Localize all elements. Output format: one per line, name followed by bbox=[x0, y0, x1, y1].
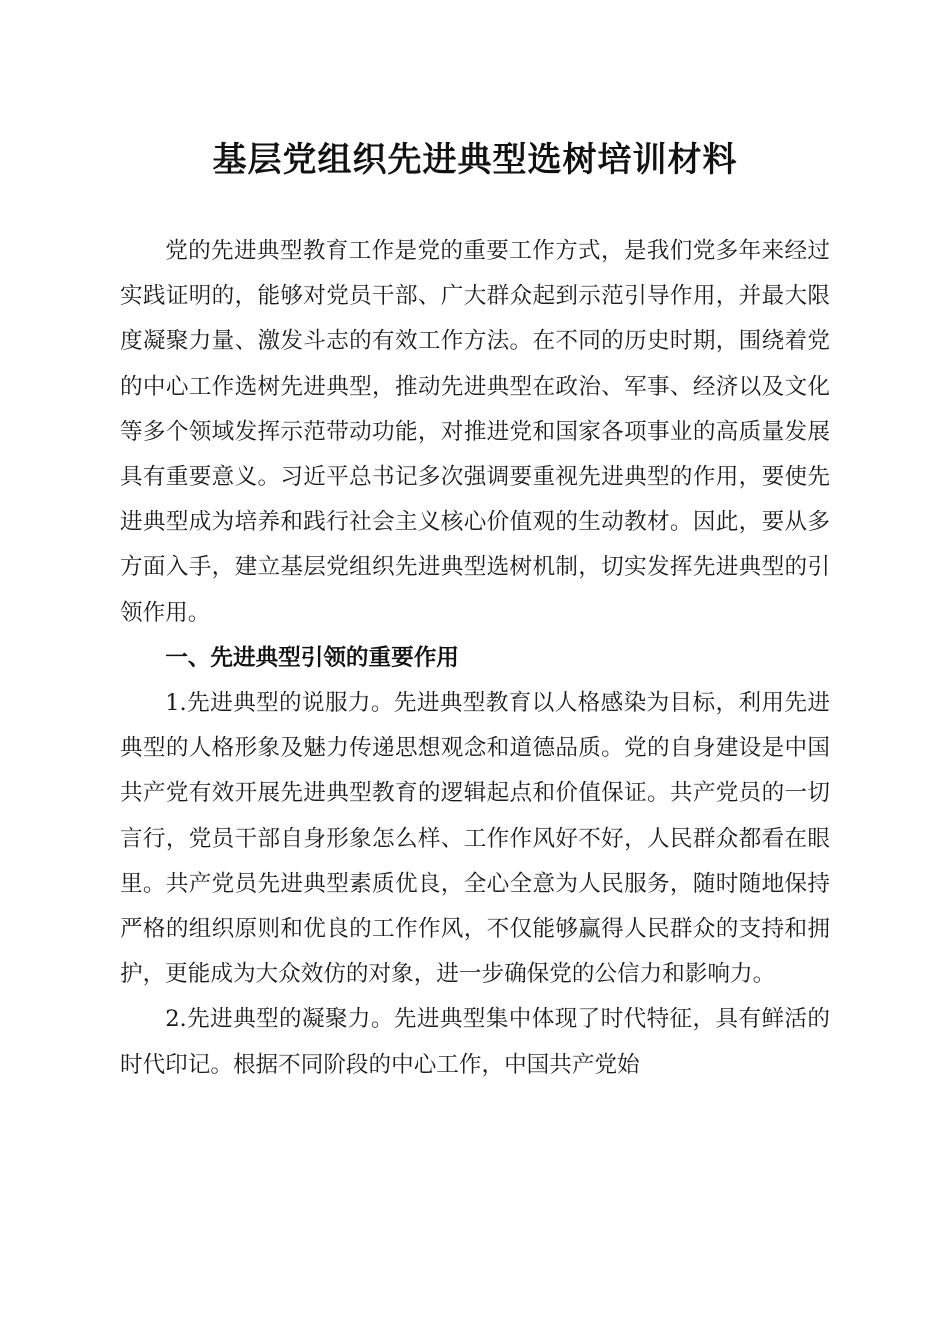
paragraph-persuasiveness: 1.先进典型的说服力。先进典型教育以人格感染为目标，利用先进典型的人格形象及魅力传递思想观念和道德品质。党的自身建设是中国共产党有效开展先进典型教育的逻辑起点和价值保证。共产党员的一切言行，党员干部自身形象怎么样、工作作风好不好，人民群众都看在眼里。共产党员先进典型素质优良，全心全意为人民服务，随时随地保持严格的组织原则和优良的工作作风，不仅能够赢得人民群众的支持和拥护，更能成为大众效仿的对象，进一步确保党的公信力和影响力。 bbox=[120, 690, 830, 988]
intro-paragraph: 党的先进典型教育工作是党的重要工作方式，是我们党多年来经过实践证明的，能够对党员干部、广大群众起到示范引导作用，并最大限度凝聚力量、激发斗志的有效工作方法。在不同的历史时期，围绕着党的中心工作选树先进典型，推动先进典型在政治、军事、经济以及文化等多个领域发挥示范带动功能，对推进党和国家各项事业的高质量发展具有重要意义。习近平总书记多次强调要重视先进典型的作用，要使先进典型成为培养和践行社会主义核心价值观的生动教材。因此，要从多方面入手，建立基层党组织先进典型选树机制，切实发挥先进典型的引领作用。 bbox=[120, 238, 830, 626]
section-heading: 一、先进典型引领的重要作用 bbox=[165, 644, 459, 671]
document-title: 基层党组织先进典型选树培训材料 bbox=[212, 140, 738, 180]
paragraph-cohesion: 2.先进典型的凝聚力。先进典型集中体现了时代特征，具有鲜活的时代印记。根据不同阶段的中心工作，中国共产党始 bbox=[120, 1006, 830, 1078]
document-body bbox=[120, 229, 830, 1088]
